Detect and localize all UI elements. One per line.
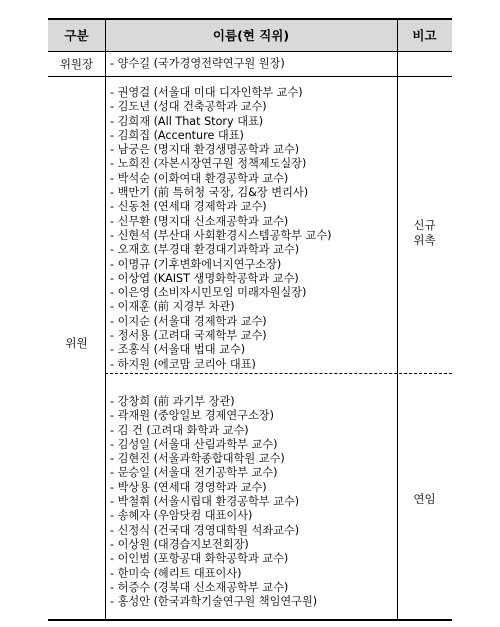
list-item: - 조홍식 (서울대 법대 교수)	[110, 343, 246, 357]
list-item: - 김 건 (고려대 화학과 교수)	[110, 423, 249, 437]
header-note: 비고	[412, 28, 437, 43]
list-item: - 송혜자 (우암닷컴 대표이사)	[110, 509, 253, 523]
list-item: - 박철휘 (서울시립대 환경공학부 교수)	[110, 495, 300, 509]
chair-list	[110, 57, 285, 71]
group-divider	[105, 373, 452, 374]
list-item: - 곽재원 (중앙일보 경제연구소장)	[110, 409, 274, 423]
list-item: - 이인범 (포항공대 화학공학과 교수)	[110, 552, 289, 566]
list-item: - 한미숙 (헤리트 대표이사)	[110, 566, 242, 580]
table-header	[48, 20, 452, 52]
list-item: - 허증수 (경북대 신소재공학부 교수)	[110, 580, 289, 594]
list-item: - 김희집 (Accenture 대표)	[110, 128, 244, 142]
column-divider	[397, 20, 398, 619]
list-item: - 김성일 (서울대 산림과학부 교수)	[110, 437, 278, 451]
list-item: - 신동천 (연세대 경제학과 교수)	[110, 200, 267, 214]
header-category: 구분	[64, 28, 89, 43]
list-item: - 홍성안 (한국과학기술연구원 책임연구원)	[110, 595, 318, 609]
list-item: - 신무환 (명지대 신소재공학과 교수)	[110, 214, 289, 228]
list-item: - 정서용 (고려대 국제학부 교수)	[110, 329, 267, 343]
list-item: - 신정식 (건국대 경영대학원 석좌교수)	[110, 523, 300, 537]
list-item: - 양수길 (국가경영전략연구원 원장)	[110, 57, 285, 70]
row-divider	[48, 76, 452, 77]
list-item: - 김희재 (All That Story 대표)	[110, 114, 264, 128]
list-item: - 김도년 (성대 건축공학과 교수)	[110, 100, 267, 114]
new-appointment-note: 신규 위촉	[413, 218, 436, 247]
reappointed-note: 연임	[413, 492, 436, 506]
committee-table	[48, 18, 452, 621]
list-item: - 박상용 (연세대 경영학과 교수)	[110, 480, 267, 494]
list-item: - 노희진 (자본시장연구원 정책제도실장)	[110, 157, 307, 171]
members-category: 위원	[65, 336, 88, 350]
list-item: - 이상원 (대경습지보전회장)	[110, 537, 249, 551]
list-item: - 이은영 (소비자시민모임 미래자원실장)	[110, 286, 307, 300]
header-name: 이름(현 직위)	[212, 28, 290, 43]
list-item: - 이재훈 (前 지경부 차관)	[110, 300, 235, 314]
column-divider	[105, 20, 106, 619]
list-item: - 이명규 (기후변화에너지연구소장)	[110, 257, 282, 271]
list-item: - 신현석 (부산대 사회환경시스템공학부 교수)	[110, 228, 332, 242]
list-item: - 강창희 (前 과기부 장관)	[110, 395, 235, 408]
list-item: - 백만기 (前 특허청 국장, 김&장 변리사)	[110, 186, 309, 200]
reappointed-members-list	[110, 395, 317, 609]
list-item: - 이지순 (서울대 경제학과 교수)	[110, 314, 267, 328]
list-item: - 하지원 (에코맘 코리아 대표)	[110, 357, 256, 371]
list-item: - 김현진 (서울과학종합대학원 교수)	[110, 452, 285, 466]
list-item: - 권영걸 (서울대 미대 디자인학부 교수)	[110, 86, 303, 99]
list-item: - 이상엽 (KAIST 생명화학공학과 교수)	[110, 271, 299, 285]
list-item: - 남궁은 (명지대 환경생명공학과 교수)	[110, 143, 300, 157]
list-item: - 오재호 (부경대 환경대기과학과 교수)	[110, 243, 300, 257]
new-members-list	[110, 86, 332, 372]
list-item: - 문승일 (서울대 전기공학부 교수)	[110, 466, 278, 480]
list-item: - 박석순 (이화여대 환경공학과 교수)	[110, 171, 289, 185]
chair-category: 위원장	[59, 57, 94, 71]
